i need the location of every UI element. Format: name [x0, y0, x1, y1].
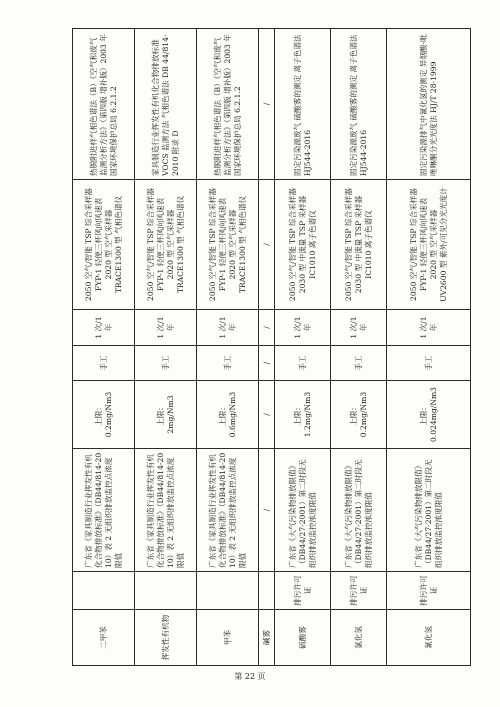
analysis-method: 热脱附进样气相色谱法（B）《空气和废气监测分析方法》（第四版 增补版）2003 年 国家环境保护总局 6.2.1.2 [73, 29, 135, 180]
emission-standard: 广东省《家具制造行业挥发性有机化合物排放标准》（DB44/814-2010）表 2 无组织排放监控点浓度限值 [197, 449, 259, 572]
monitoring-frequency: 1 次/1 年 [197, 310, 259, 346]
monitoring-method: 手工 [275, 346, 331, 381]
emission-standard: 广东省《大气污染物排放限值》（DB44/27-2001）第二时段无组织排放监控浓度限值 [387, 449, 471, 572]
emission-standard: 广东省《大气污染物排放限值》（DB44/27-2001）第二时段无组织排放监控浓度限值 [331, 449, 387, 572]
limit-value: / [259, 381, 275, 449]
table-row [275, 29, 331, 666]
sampling-instruments: 2050 空气/智能 TSP 综合采样器 FYP-1 轻便三杯风向风速表 2020 型 空气采样器 TRACE1300 型 气相色谱仪 [135, 180, 197, 310]
pollutant-name: 二甲苯 [73, 610, 135, 666]
emission-standard: 广东省《家具制造行业挥发性有机化合物排放标准》（DB44/814-2010）表 2 无组织排放监控点浓度限值 [73, 449, 135, 572]
table-row [135, 29, 197, 666]
monitoring-frequency: 1 次/1 年 [73, 310, 135, 346]
basis-type: 排污许可证 [275, 572, 331, 610]
limit-value: 上限： 0.2mg/Nm3 [73, 381, 135, 449]
sampling-instruments: 2050 空气/智能 TSP 综合采样器 2030 型 中流量 TSP 采样器 IC1010 离子色谱仪 [331, 180, 387, 310]
monitoring-frequency: 1 次/1 年 [275, 310, 331, 346]
emission-standard: 广东省《大气污染物排放限值》（DB44/27-2001）第二时段无组织排放监控浓度限值 [275, 449, 331, 572]
monitoring-method: 手工 [135, 346, 197, 381]
page-number: 第 22 页 [234, 672, 266, 681]
basis-type: 排污许可证 [331, 572, 387, 610]
sampling-instruments: 2050 空气/智能 TSP 综合采样器 2030 型 中流量 TSP 采样器 IC1010 离子色谱仪 [275, 180, 331, 310]
pollutant-name: 硫酸雾 [275, 610, 331, 666]
limit-value: 上限： 1.2mg/Nm3 [275, 381, 331, 449]
monitoring-method: 手工 [73, 346, 135, 381]
limit-value: 上限： 0.6mg/Nm3 [197, 381, 259, 449]
table-body [73, 29, 471, 666]
emission-standard: / [259, 449, 275, 572]
analysis-method: 固定污染源排气中氰化氢的测定 异烟酸-吡唑啉酮分光光度法 HJ/T 28-1999 [387, 29, 471, 180]
monitoring-table [72, 28, 471, 666]
basis-type: 排污许可证 [387, 572, 471, 610]
analysis-method: 固定污染源废气 硫酸雾的测定 离子色谱法 HJ544-2016 [331, 29, 387, 180]
sampling-instruments: 2050 空气/智能 TSP 综合采样器 FYP-1 轻便三杯风向风速表 2020 型 空气采样器 TRACE1300 型 气相色谱仪 [197, 180, 259, 310]
pollutant-name: 氰化氢 [387, 610, 471, 666]
monitoring-method: 手工 [387, 346, 471, 381]
emission-standard: 广东省《家具制造行业挥发性有机化合物排放标准》（DB44/814-2010）表 2 无组织排放监控点浓度限值 [135, 449, 197, 572]
analysis-method: 固定污染源废气 硫酸雾的测定 离子色谱法 HJ544-2016 [275, 29, 331, 180]
table-row [331, 29, 387, 666]
monitoring-frequency: 1 次/1 年 [387, 310, 471, 346]
pollutant-name: 甲苯 [197, 610, 259, 666]
table-row [73, 29, 135, 666]
table-row [197, 29, 259, 666]
monitoring-method: 手工 [331, 346, 387, 381]
basis-type [73, 572, 135, 610]
sampling-instruments: 2050 空气/智能 TSP 综合采样器 FYP-1 轻便三杯风向风速表 2020 型 空气采样器 UV2600 型 紫外/可见分光光度计 [387, 180, 471, 310]
sampling-instruments: / [259, 180, 275, 310]
monitoring-frequency: / [259, 310, 275, 346]
pollutant-name: 挥发性有机物 [135, 610, 197, 666]
rotated-monitoring-table-wrapper [72, 29, 470, 666]
monitoring-method: / [259, 346, 275, 381]
limit-value: 上限： 0.024mg/Nm3 [387, 381, 471, 449]
sampling-instruments: 2050 空气/智能 TSP 综合采样器 FYP-1 轻便三杯风向风速表 2020 型 空气采样器 TRACE1300 型 气相色谱仪 [73, 180, 135, 310]
monitoring-frequency: 1 次/1 年 [135, 310, 197, 346]
limit-value: 上限： 0.2mg/Nm3 [331, 381, 387, 449]
analysis-method: 热脱附进样气相色谱法（B）《空气和废气监测分析方法》（第四版 增补版）2003 年 国家环境保护总局 6.2.1.2 [197, 29, 259, 180]
basis-type [259, 572, 275, 610]
basis-type [135, 572, 197, 610]
table-row [259, 29, 275, 666]
analysis-method: / [259, 29, 275, 180]
table-row [387, 29, 471, 666]
pollutant-name: 碱雾 [259, 610, 275, 666]
monitoring-frequency: 1 次/1 年 [331, 310, 387, 346]
limit-value: 上限： 2mg/Nm3 [135, 381, 197, 449]
basis-type [197, 572, 259, 610]
analysis-method: 家具制造行业挥发性有机化合物排放标准 VOCS 监测方法 气相色谱法 DB 44/814-2010 附录 D [135, 29, 197, 180]
monitoring-method: 手工 [197, 346, 259, 381]
pollutant-name: 氯化氢 [331, 610, 387, 666]
